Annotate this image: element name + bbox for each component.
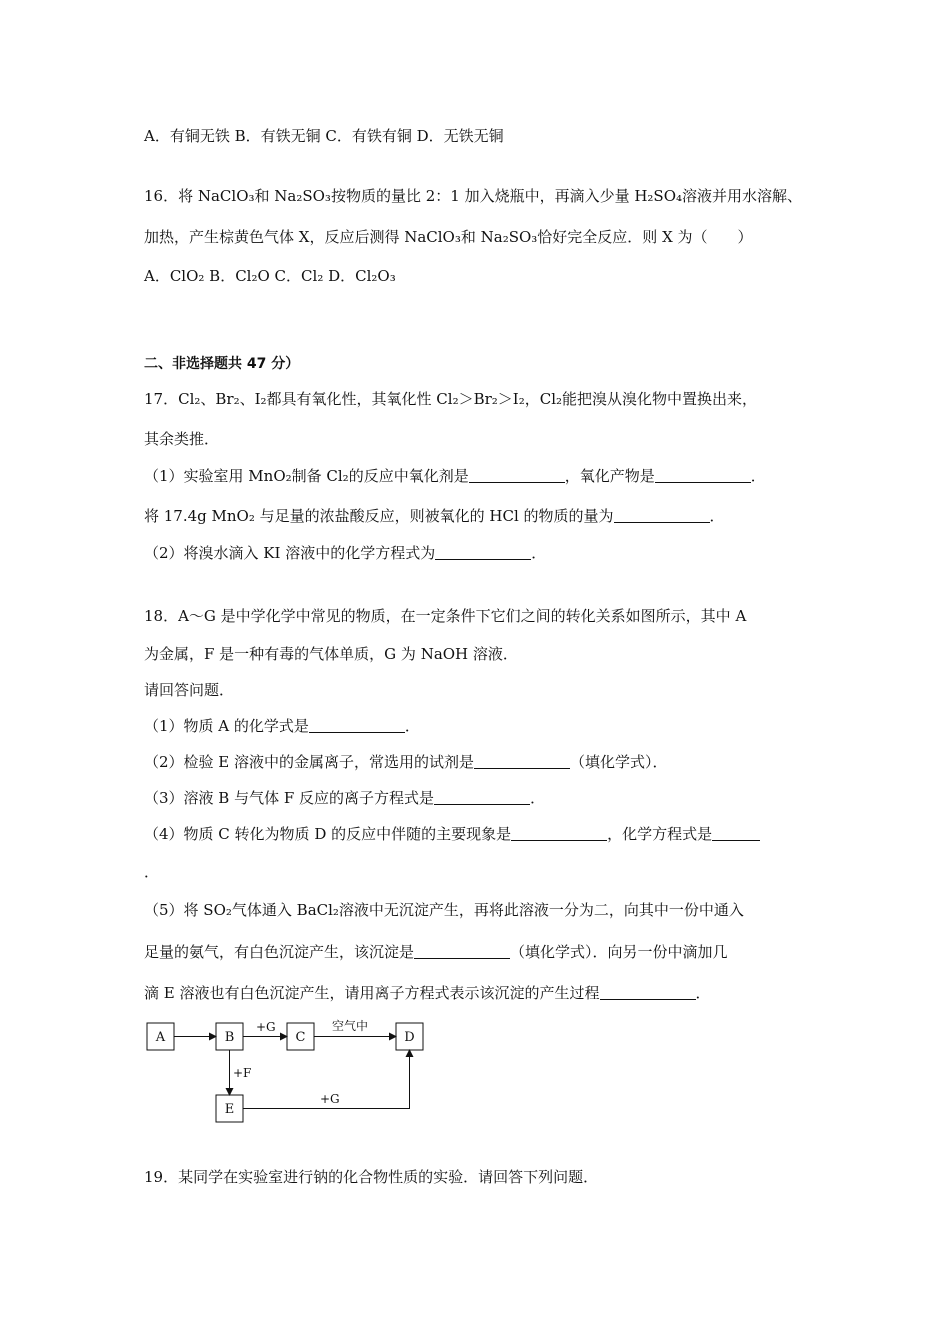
q17-line2: 其余类推．	[144, 430, 220, 448]
section-heading: 二、非选择题共 47 分）	[144, 356, 300, 372]
answer-blank[interactable]	[414, 944, 510, 959]
q18-line2: 为金属，F 是一种有毒的气体单质，G 为 NaOH 溶液．	[144, 645, 518, 663]
answer-blank[interactable]	[655, 468, 751, 483]
node-b-label: B	[224, 1030, 235, 1045]
q18-part5-line2: 足量的氨气，有白色沉淀产生，该沉淀是 （填化学式）．向另一份中滴加几	[144, 943, 728, 961]
label-b-to-c: +G	[256, 1020, 276, 1034]
q18-part1: （1）物质 A 的化学式是 ．	[144, 717, 420, 735]
q16-options: A．ClO₂ B．Cl₂O C．Cl₂ D．Cl₂O₃	[144, 267, 396, 285]
q18-part3: （3）溶液 B 与气体 F 反应的离子方程式是 ．	[144, 789, 546, 807]
answer-blank[interactable]	[511, 826, 607, 841]
answer-blank[interactable]	[600, 985, 696, 1000]
q16-line1: 16．将 NaClO₃和 Na₂SO₃按物质的量比 2：1 加入烧瓶中，再滴入少量 H₂SO₄溶液并用水溶解、	[144, 187, 803, 205]
q18-line1: 18．A～G 是中学化学中常见的物质，在一定条件下它们之间的转化关系如图所示，其中 A	[144, 607, 747, 625]
node-c-label: C	[295, 1030, 306, 1045]
q18-part2: （2）检验 E 溶液中的金属离子，常选用的试剂是 （填化学式）．	[144, 753, 668, 771]
answer-blank[interactable]	[712, 826, 760, 841]
answer-blank[interactable]	[614, 508, 710, 523]
q18-line3: 请回答问题．	[144, 681, 235, 699]
answer-blank[interactable]	[469, 468, 565, 483]
q15-options: A．有铜无铁 B．有铁无铜 C．有铁有铜 D．无铁无铜	[144, 127, 504, 145]
label-c-to-d: 空气中	[332, 1019, 369, 1033]
node-a-label: A	[155, 1030, 166, 1045]
node-e-label: E	[224, 1102, 235, 1117]
answer-blank[interactable]	[309, 718, 405, 733]
q18-part5-line3: 滴 E 溶液也有白色沉淀产生，请用离子方程式表示该沉淀的产生过程 ．	[144, 984, 711, 1002]
label-b-to-e: +F	[233, 1066, 252, 1080]
q16-line2: 加热，产生棕黄色气体 X，反应后测得 NaClO₃和 Na₂SO₃恰好完全反应．则 X 为（ ）	[144, 228, 753, 246]
q18-part5-line1: （5）将 SO₂气体通入 BaCl₂溶液中无沉淀产生，再将此溶液一分为二，向其中一份中通入	[144, 901, 744, 919]
q17-part2: （2）将溴水滴入 KI 溶液中的化学方程式为 ．	[144, 544, 547, 562]
q17-part1: （1）实验室用 MnO₂制备 Cl₂的反应中氧化剂是 ，氧化产物是 ．	[144, 467, 766, 485]
label-e-to-d: +G	[320, 1092, 340, 1106]
node-d-label: D	[404, 1030, 415, 1045]
q19-line1: 19．某同学在实验室进行钠的化合物性质的实验．请回答下列问题．	[144, 1168, 599, 1186]
conversion-diagram	[140, 1015, 440, 1125]
q18-part4-end: ．	[144, 863, 160, 881]
answer-blank[interactable]	[474, 754, 570, 769]
answer-blank[interactable]	[434, 790, 530, 805]
q18-part4: （4）物质 C 转化为物质 D 的反应中伴随的主要现象是 ，化学方程式是	[144, 824, 760, 844]
q17-line1: 17．Cl₂、Br₂、I₂都具有氧化性，其氧化性 Cl₂＞Br₂＞I₂，Cl₂能把溴从溴化物中置换出来，	[144, 390, 758, 408]
q17-part1-cont: 将 17.4g MnO₂ 与足量的浓盐酸反应，则被氧化的 HCl 的物质的量为 ．	[144, 507, 725, 525]
answer-blank[interactable]	[435, 545, 531, 560]
